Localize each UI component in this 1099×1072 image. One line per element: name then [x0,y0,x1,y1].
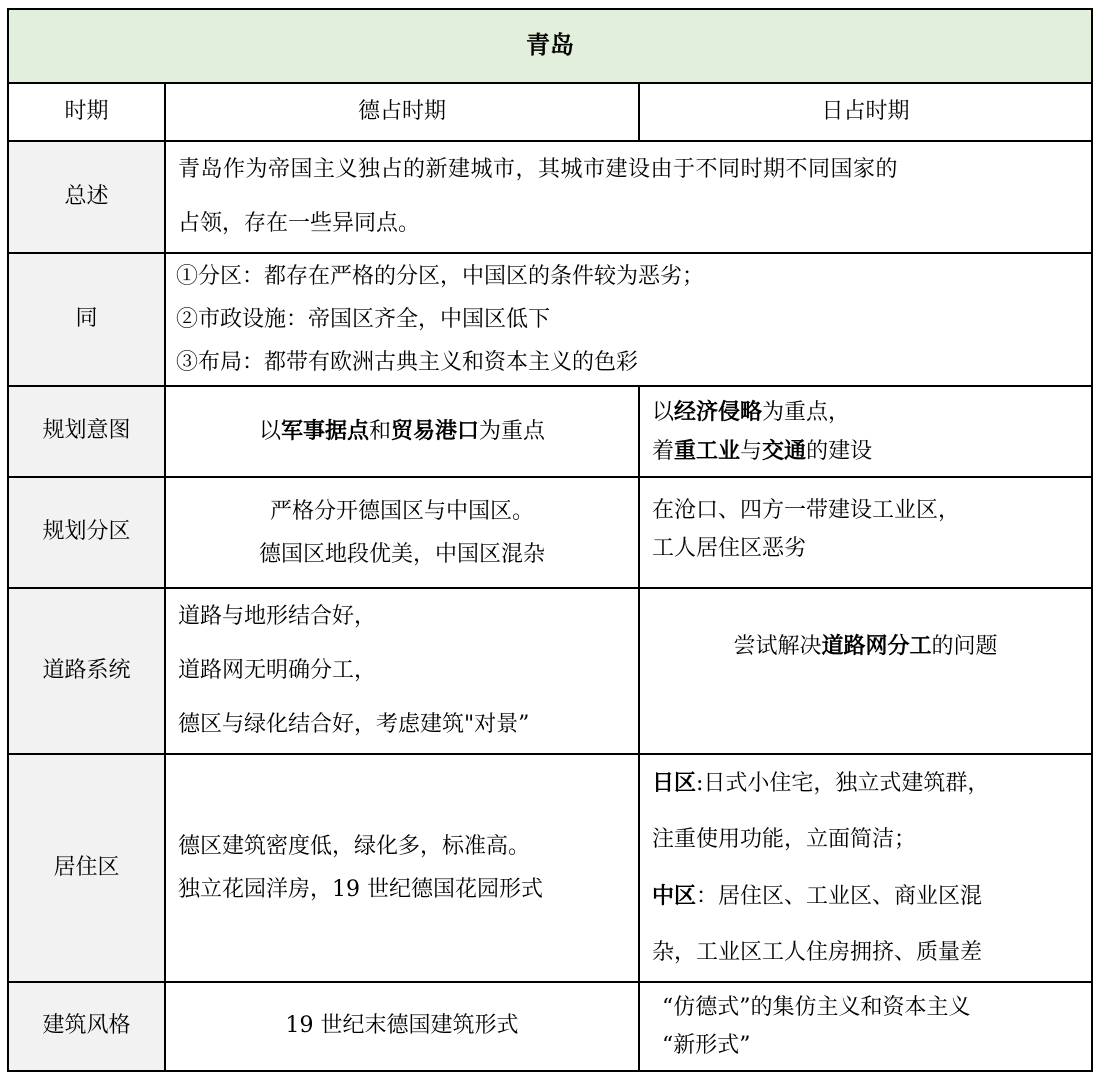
same-row [8,253,1092,386]
zoning-row [8,477,1092,588]
intent-row [8,386,1092,477]
residential-german-line: 德区建筑密度低，绿化多，标准高。 [178,834,531,859]
residential-japanese-line [652,755,1083,812]
header-german: 德占时期 [165,83,639,141]
residential-german [165,754,639,982]
zoning-japanese [639,477,1092,588]
intent-german-text: 和 [368,418,391,444]
intent-japanese-bold: 交通 [762,437,807,464]
header-japanese: 日占时期 [639,83,1092,141]
title-row [8,9,1092,83]
same-line: ①分区：都存在严格的分区，中国区的条件较为恶劣； [176,264,705,289]
residential-german-line: 独立花园洋房，19 世纪德国花园形式 [178,877,543,902]
zoning-japanese-line: 在沧口、四方一带建设工业区， [652,498,961,523]
style-japanese [639,982,1092,1071]
residential-japanese-line: 杂，工业区工人住房拥挤、质量差 [652,940,983,965]
residential-japanese-line: 注重使用功能，立面简洁； [652,827,917,852]
roads-japanese-text: 尝试解决 [733,634,822,659]
intent-german-text: 为重点 [479,418,546,444]
residential-japanese-bold: 日区 [652,770,697,796]
roads-german-line: 道路与地形结合好， [178,604,377,629]
same-line: ②市政设施：帝国区齐全，中国区低下 [176,307,551,332]
roads-japanese [639,588,1092,754]
intent-german-bold: 贸易港口 [391,417,480,444]
comparison-table [7,8,1093,1072]
roads-japanese-bold: 道路网分工 [821,633,932,659]
intent-german-text: 以 [258,418,281,444]
overview-label: 总述 [8,141,165,253]
intent-japanese-bold: 重工业 [674,437,741,464]
residential-japanese-line [652,868,1083,925]
intent-label: 规划意图 [8,386,165,477]
overview-text-line: 占领，存在一些异同点。 [178,211,421,236]
residential-row [8,754,1092,982]
style-german: 19 世纪末德国建筑形式 [165,982,639,1071]
residential-label: 居住区 [8,754,165,982]
roads-row [8,588,1092,754]
zoning-label: 规划分区 [8,477,165,588]
intent-japanese-text: 与 [740,438,763,464]
residential-japanese-text: ：居住区、工业区、商业区混 [696,884,983,909]
residential-japanese-bold: 中区 [652,883,697,909]
same-text [165,253,1092,386]
residential-japanese [639,754,1092,982]
intent-german [165,386,639,477]
overview-text-line: 青岛作为帝国主义独占的新建城市，其城市建设由于不同时期不同国家的 [178,157,899,182]
intent-japanese-text: 为重点， [762,399,851,425]
table-title: 青岛 [8,9,1092,83]
intent-japanese-line [652,432,1083,471]
style-row [8,982,1092,1071]
style-label: 建筑风格 [8,982,165,1071]
overview-text [165,141,1092,253]
zoning-german [165,477,639,588]
style-japanese-line: “仿德式”的集仿主义和资本主义 [662,994,971,1020]
zoning-german-line: 德国区地段优美，中国区混杂 [258,541,545,567]
header-row [8,83,1092,141]
style-japanese-line: “新形式” [662,1032,751,1058]
intent-japanese-text: 的建设 [806,438,873,464]
same-label: 同 [8,253,165,386]
intent-german-bold: 军事据点 [280,417,369,444]
intent-japanese-text: 以 [652,399,675,425]
intent-japanese-bold: 经济侵略 [674,398,763,425]
roads-german-line: 道路网无明确分工， [178,658,377,683]
header-period: 时期 [8,83,165,141]
same-line: ③布局：都带有欧洲古典主义和资本主义的色彩 [176,350,639,375]
zoning-japanese-line: 工人居住区恶劣 [652,536,807,561]
intent-japanese-line [652,393,1083,432]
intent-japanese-text: 着 [652,438,675,464]
zoning-german-line: 严格分开德国区与中国区。 [269,498,534,524]
roads-japanese-text: 的问题 [931,634,998,659]
intent-japanese [639,386,1092,477]
roads-label: 道路系统 [8,588,165,754]
roads-german [165,588,639,754]
roads-german-line: 德区与绿化结合好，考虑建筑"对景” [178,712,530,737]
residential-japanese-text: :日式小住宅，独立式建筑群， [696,771,990,796]
overview-row [8,141,1092,253]
